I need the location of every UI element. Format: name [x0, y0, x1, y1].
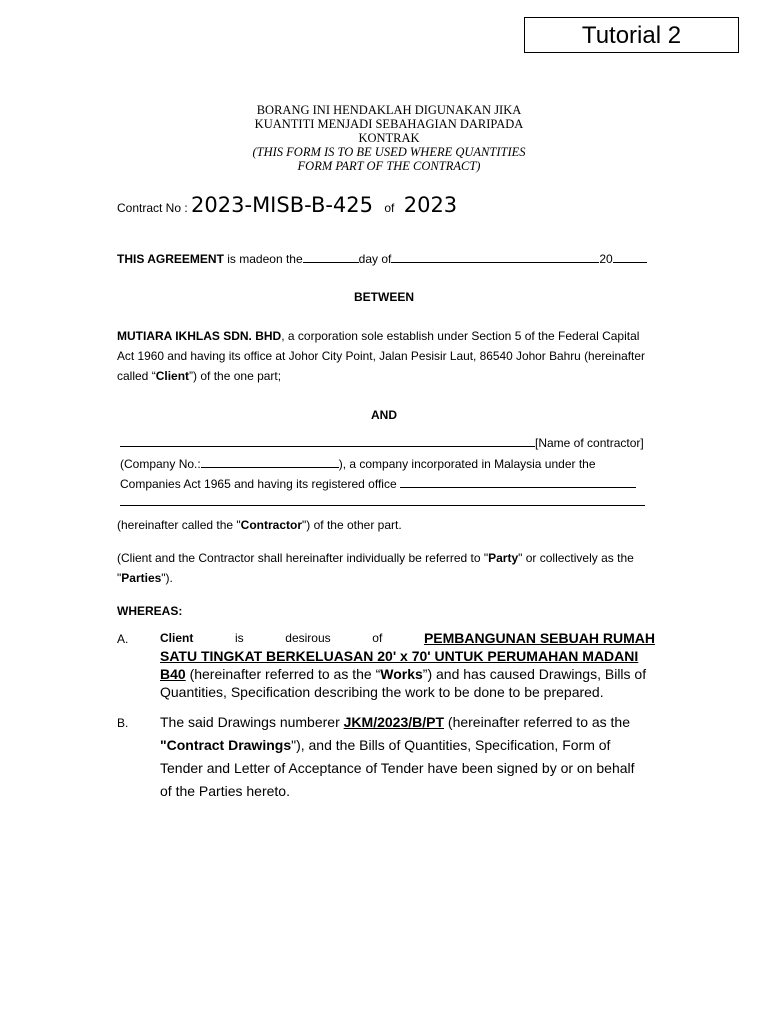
item-b-drawing-no: JKM/2023/B/PT	[343, 714, 445, 730]
companies-act-line	[120, 475, 636, 491]
company-no-label: (Company No.:	[120, 457, 201, 471]
item-a-works: Works	[380, 666, 423, 682]
item-a-is: is	[234, 631, 244, 645]
item-a-rest: ”) and has caused Drawings, Bills of	[422, 666, 647, 682]
item-a-letter: A.	[117, 632, 129, 646]
item-a-body	[160, 629, 655, 701]
client-name: MUTIARA IKHLAS SDN. BHD	[117, 329, 282, 343]
company-no-line	[120, 455, 596, 471]
company-incorporated: ), a company incorporated in Malaysia under the	[338, 457, 596, 471]
item-a-desirous: desirous	[285, 631, 331, 645]
contract-number: 2023-MISB-B-425	[191, 193, 374, 217]
item-a-project-3: B40	[160, 666, 186, 682]
client-line-3	[117, 366, 657, 386]
item-b-text-1: The said Drawings numberer	[160, 714, 344, 730]
item-b-letter: B.	[117, 716, 129, 730]
tutorial-label: Tutorial 2	[581, 22, 682, 49]
parties-quote: "	[117, 571, 122, 585]
contract-label: Contract No :	[117, 201, 188, 215]
item-a-line-2	[160, 647, 655, 665]
contract-number-line	[117, 193, 457, 217]
agreement-lead: THIS AGREEMENT	[117, 252, 224, 266]
item-a-of: of	[372, 631, 383, 645]
item-a-client: Client	[160, 631, 194, 645]
client-text-end: ”) of the one part;	[189, 369, 282, 383]
tutorial-label-box	[524, 17, 739, 53]
item-b-quote: "	[160, 737, 167, 753]
item-a-ref: (hereinafter referred to as the “	[185, 666, 381, 682]
header-line-5: FORM PART OF THE CONTRACT)	[297, 159, 481, 173]
whereas-heading: WHEREAS:	[117, 604, 183, 618]
parties-pre: (Client and the Contractor shall hereinafter individually be referred to "	[117, 551, 489, 565]
contractor-def-post: ") of the other part.	[302, 518, 402, 532]
item-b-text-3: "), and the Bills of Quantities, Specification, Form of	[291, 737, 611, 753]
item-b-line-4: of the Parties hereto.	[160, 783, 290, 799]
and-heading: AND	[371, 408, 397, 422]
parties-line-1	[117, 548, 657, 568]
header-line-2: KUANTITI MENJADI SEBAHAGIAN DARIPADA	[254, 117, 524, 131]
registered-office-blank	[400, 475, 636, 488]
item-a-line-3	[160, 665, 655, 683]
between-heading: BETWEEN	[354, 290, 414, 304]
item-a-line-1	[160, 629, 655, 647]
item-a-line-4: Quantities, Specification describing the work to be done to be prepared.	[160, 684, 604, 700]
contractor-name-blank	[120, 434, 535, 447]
form-header	[184, 103, 594, 173]
agreement-line	[117, 250, 647, 266]
agreement-made: is madeon the	[227, 252, 303, 266]
contract-of-label: of	[384, 201, 395, 215]
item-a-project-2: SATU TINGKAT BERKELUASAN 20' x 70' UNTUK PERUMAHAN MADANI	[160, 648, 639, 664]
address-blank-line	[120, 505, 645, 506]
item-b-text-2: (hereinafter referred to as the	[444, 714, 631, 730]
contract-year: 2023	[403, 193, 458, 217]
item-b-line-2	[160, 734, 655, 757]
party-word: Party	[488, 551, 519, 565]
contractor-word: Contractor	[240, 518, 303, 532]
companies-act-text: Companies Act 1965 and having its registered office	[120, 477, 397, 491]
parties-paragraph	[117, 548, 657, 588]
item-a-project-1: PEMBANGUNAN SEBUAH RUMAH	[423, 630, 655, 646]
header-line-4: (THIS FORM IS TO BE USED WHERE QUANTITIES	[252, 145, 526, 159]
header-line-3: KONTRAK	[358, 131, 420, 145]
item-b-contract-drawings: Contract Drawings	[166, 737, 292, 753]
contractor-def-pre: (hereinafter called the "	[117, 518, 241, 532]
item-b-body	[160, 711, 655, 803]
parties-mid: " or collectively as the	[518, 551, 634, 565]
parties-word: Parties	[121, 571, 162, 585]
year-blank	[613, 250, 647, 263]
client-called: called “	[117, 369, 156, 383]
item-b-line-3: Tender and Letter of Acceptance of Tender have been signed by or on behalf	[160, 760, 635, 776]
agreement-twenty: 20	[599, 252, 613, 266]
agreement-day-of: day of	[358, 252, 392, 266]
client-text-1: , a corporation sole establish under Section 5 of the Federal Capital	[281, 329, 640, 343]
parties-end: ").	[161, 571, 173, 585]
header-line-1: BORANG INI HENDAKLAH DIGUNAKAN JIKA	[256, 103, 522, 117]
company-no-blank	[201, 455, 339, 468]
contractor-name-line	[120, 434, 644, 450]
client-line-2: Act 1960 and having its office at Johor City Point, Jalan Pesisir Laut, 86540 Johor Bahru (hereinafter	[117, 349, 645, 363]
contractor-definition	[117, 518, 402, 532]
client-word: Client	[155, 369, 190, 383]
item-b-line-1	[160, 711, 655, 734]
client-paragraph	[117, 326, 657, 386]
day-blank	[303, 250, 359, 263]
parties-line-2	[117, 568, 657, 588]
contractor-name-label: [Name of contractor]	[535, 436, 644, 450]
month-blank	[391, 250, 599, 263]
client-line-1	[117, 326, 657, 346]
